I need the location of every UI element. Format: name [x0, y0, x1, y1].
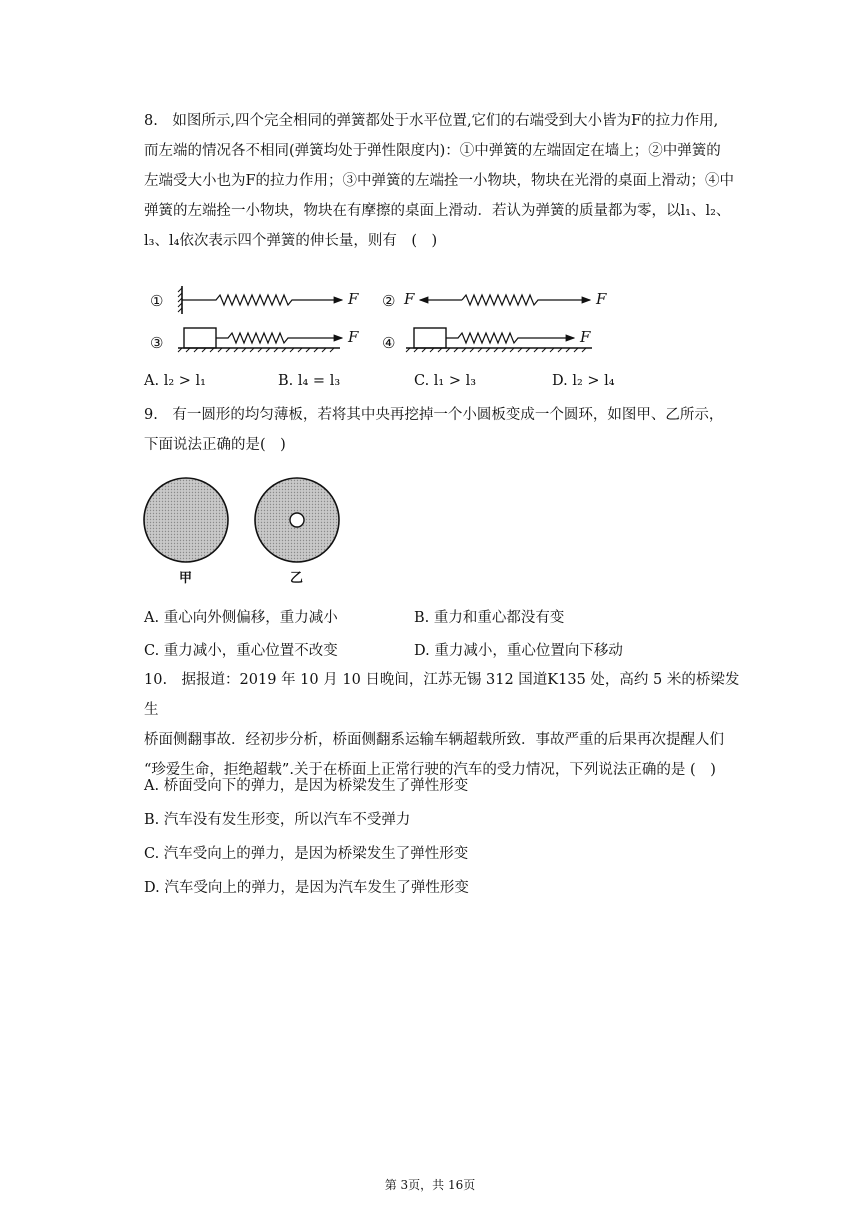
q8-text-line-1: 8. 如图所示,四个完全相同的弹簧都处于水平位置,它们的右端受到大小皆为F的拉力作用, — [144, 113, 719, 129]
ring-hole — [290, 513, 304, 527]
spring-3 — [216, 333, 342, 343]
force-label-3: F — [348, 328, 359, 346]
spring-4 — [446, 333, 574, 343]
q10-option-b: B. 汽车没有发生形变，所以汽车不受弹力 — [144, 812, 411, 828]
q8-text-line-4: 弹簧的左端拴一小物块，物块在有摩擦的桌面上滑动．若认为弹簧的质量都为零，以l₁、l₂、 — [144, 203, 731, 219]
q8-option-b: B. l₄ = l₃ — [278, 373, 341, 389]
q9-disc-figure — [140, 470, 340, 590]
q9-option-d: D. 重力减小，重心位置向下移动 — [414, 643, 623, 659]
q8-spring-figure — [144, 284, 614, 356]
q10-option-a: A. 桥面受向下的弹力，是因为桥梁发生了弹性形变 — [144, 778, 469, 794]
q10-option-c: C. 汽车受向上的弹力，是因为桥梁发生了弹性形变 — [144, 846, 469, 862]
force-label-2-right: F — [596, 290, 607, 308]
question-10 — [144, 665, 750, 785]
fig-label-3: ③ — [150, 334, 164, 352]
solid-disc — [144, 478, 228, 562]
question-8 — [144, 106, 750, 256]
force-label-1: F — [348, 290, 359, 308]
force-label-2-left: F — [404, 290, 415, 308]
q8-text-line-2: 而左端的情况各不相同(弹簧均处于弹性限度内)：①中弹簧的左端固定在墙上；②中弹簧的 — [144, 143, 721, 159]
page-footer: 第 3页，共 16页 — [384, 1178, 476, 1192]
q8-option-d: D. l₂ > l₄ — [552, 373, 615, 389]
spring-1 — [182, 295, 342, 305]
q9-option-c: C. 重力减小，重心位置不改变 — [144, 643, 338, 659]
block-4 — [414, 328, 446, 348]
q8-option-a: A. l₂ > l₁ — [144, 373, 206, 389]
fig-label-4: ④ — [382, 334, 396, 352]
block-3 — [184, 328, 216, 348]
force-label-4: F — [580, 328, 591, 346]
question-9 — [144, 400, 750, 460]
q8-option-c: C. l₁ > l₃ — [414, 373, 477, 389]
q9-option-a: A. 重心向外侧偏移，重力减小 — [144, 610, 338, 626]
spring-2 — [462, 295, 590, 305]
q9-text-line-2: 下面说法正确的是( ) — [144, 437, 286, 453]
q8-text-line-5: l₃、l₄依次表示四个弹簧的伸长量，则有 ( ) — [144, 233, 438, 249]
fig-label-2: ② — [382, 292, 396, 310]
q8-text-line-3: 左端受大小也为F的拉力作用；③中弹簧的左端拴一小物块，物块在光滑的桌面上滑动；④中 — [144, 173, 735, 189]
fig-label-yi: 乙 — [290, 571, 304, 586]
q10-text-line-3: “珍爱生命，拒绝超载”.关于在桥面上正常行驶的汽车的受力情况，下列说法正确的是 ( ) — [144, 762, 716, 778]
fig-label-1: ① — [150, 292, 164, 310]
q10-text-line-1: 10. 据报道：2019 年 10 月 10 日晚间，江苏无锡 312 国道K135 处，高约 5 米的桥梁发生 — [144, 672, 740, 718]
q9-option-b: B. 重力和重心都没有变 — [414, 610, 565, 626]
fig-label-jia: 甲 — [179, 571, 193, 586]
q9-text-line-1: 9. 有一圆形的均匀薄板，若将其中央再挖掉一个小圆板变成一个圆环，如图甲、乙所示， — [144, 407, 724, 423]
q10-text-line-2: 桥面侧翻事故．经初步分析，桥面侧翻系运输车辆超载所致．事故严重的后果再次提醒人们 — [144, 732, 724, 748]
q10-option-d: D. 汽车受向上的弹力，是因为汽车发生了弹性形变 — [144, 880, 469, 896]
